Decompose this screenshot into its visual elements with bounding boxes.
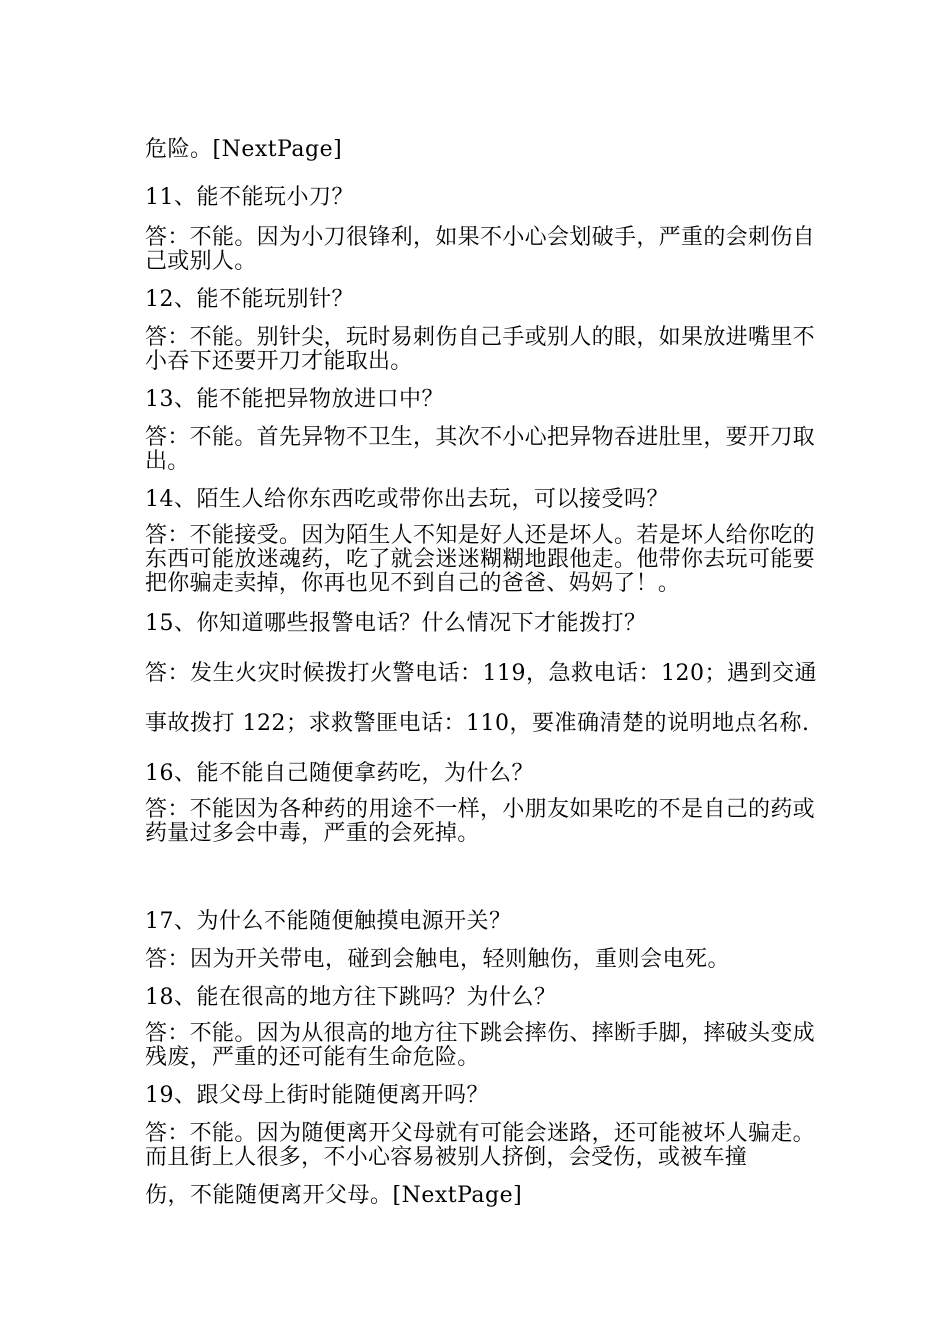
answer-19: 答：不能。因为随便离开父母就有可能会迷路，还可能被坏人骗走。而且街上人很多，不小心容易被别人挤倒，会受伤，或被车撞 — [145, 1121, 815, 1170]
question-16: 16、能不能自己随便拿药吃，为什么？ — [145, 761, 534, 786]
question-17: 17、为什么不能随便触摸电源开关？ — [145, 909, 512, 934]
answer-19-last-line: 伤，不能随便离开父母。[NextPage] — [145, 1183, 523, 1208]
answer-11: 答：不能。因为小刀很锋利，如果不小心会划破手，严重的会刺伤自己或别人。 — [145, 225, 815, 274]
continued-text: 危险。[NextPage] — [145, 137, 343, 162]
question-13: 13、能不能把异物放进口中？ — [145, 387, 444, 412]
answer-15-line-1: 答：发生火灾时候拨打火警电话：119，急救电话：120；遇到交通 — [145, 661, 817, 686]
question-12: 12、能不能玩别针？ — [145, 287, 354, 312]
answer-14: 答：不能接受。因为陌生人不知是好人还是坏人。若是坏人给你吃的东西可能放迷魂药，吃了就会迷迷糊糊地跟他走。他带你去玩可能要把你骗走卖掉，你再也见不到自己的爸爸、妈妈了！。 — [145, 523, 815, 596]
answer-17: 答：因为开关带电，碰到会触电，轻则触伤，重则会电死。 — [145, 947, 731, 972]
answer-12: 答：不能。别针尖，玩时易刺伤自己手或别人的眼，如果放进嘴里不小吞下还要开刀才能取出。 — [145, 325, 815, 374]
question-15: 15、你知道哪些报警电话？什么情况下才能拨打？ — [145, 611, 647, 636]
question-14: 14、陌生人给你东西吃或带你出去玩，可以接受吗？ — [145, 487, 669, 512]
question-11: 11、能不能玩小刀？ — [145, 185, 354, 210]
answer-16: 答：不能因为各种药的用途不一样，小朋友如果吃的不是自己的药或药量过多会中毒，严重的会死掉。 — [145, 797, 815, 846]
answer-13: 答：不能。首先异物不卫生，其次不小心把异物吞进肚里，要开刀取出。 — [145, 425, 815, 474]
answer-15-line-2: 事故拨打 122；求救警匪电话：110，要准确清楚的说明地点名称. — [145, 711, 810, 736]
question-18: 18、能在很高的地方往下跳吗？为什么？ — [145, 985, 557, 1010]
answer-18: 答：不能。因为从很高的地方往下跳会摔伤、摔断手脚，摔破头变成残废，严重的还可能有生命危险。 — [145, 1021, 815, 1070]
question-19: 19、跟父母上街时能随便离开吗？ — [145, 1083, 489, 1108]
